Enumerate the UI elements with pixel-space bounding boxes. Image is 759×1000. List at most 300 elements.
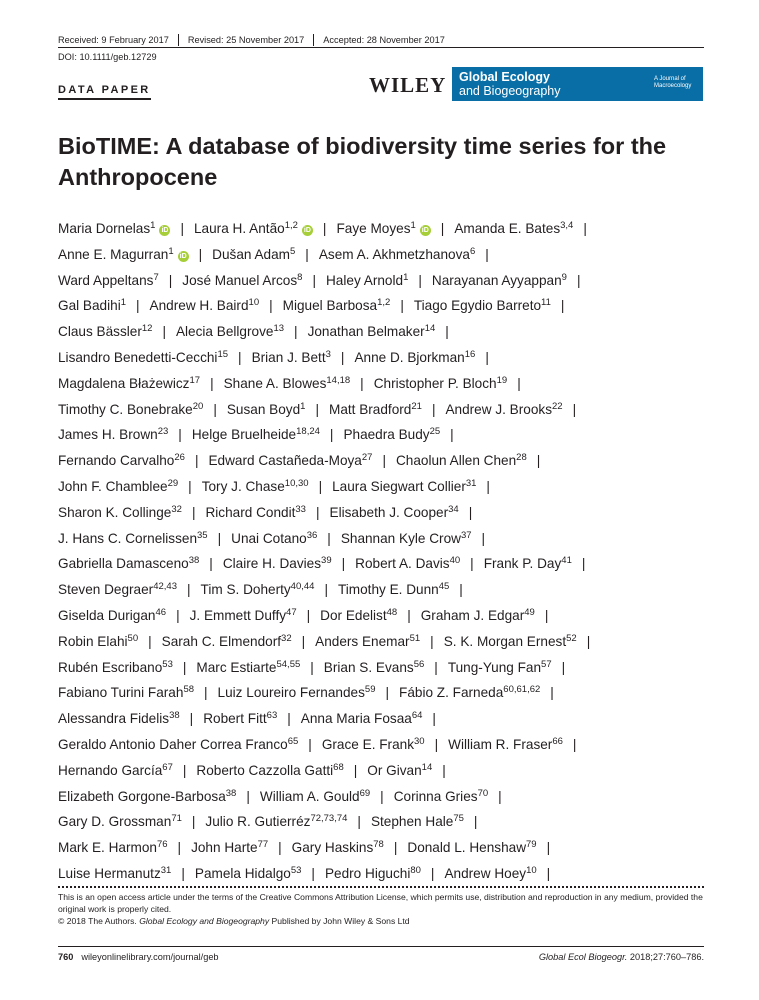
author-separator: | [194,453,199,469]
author-entry [182,273,302,288]
author-name[interactable]: William A. Gould [259,788,360,804]
author-entry [58,531,208,546]
author-name[interactable]: Brian S. Evans [323,659,414,675]
author-name[interactable]: J. Hans C. Cornelissen [58,530,198,546]
author-separator: | [287,711,291,727]
journal-name-line1: Global Ecology [459,70,550,84]
orcid-icon[interactable]: iD [303,227,311,234]
affiliation-superscript: 26 [174,452,185,464]
author-entry [421,608,535,623]
author-entry [190,608,297,623]
author-name[interactable]: Alecia Bellgrove [175,324,274,340]
author-entry [58,608,166,623]
author-separator: | [182,659,187,675]
affiliation-superscript: 77 [257,839,269,851]
author-name[interactable]: Helge Bruelheide [191,427,297,443]
author-separator: | [442,762,446,778]
author-separator: | [136,298,140,314]
author-name[interactable]: José Manuel Arcos [182,272,298,288]
author-separator: | [310,659,314,675]
affiliation-superscript: 71 [171,813,182,825]
author-name[interactable]: Elisabeth J. Cooper [329,504,449,520]
author-separator: | [324,582,328,598]
author-name[interactable]: Alessandra Fidelis [58,711,170,727]
author-name[interactable]: William R. Fraser [448,736,553,752]
author-separator: | [176,607,180,623]
journal-name-line2: and Biogeography [459,84,561,98]
citation [539,952,704,962]
author-name[interactable]: Giselda Durigan [58,607,156,623]
author-separator: | [301,633,306,649]
journal-name [459,70,560,98]
page-footer [58,952,704,962]
affiliation-superscript: 75 [453,813,464,825]
author-separator: | [434,736,439,752]
footer-rule [58,946,704,947]
orcid-icon[interactable]: iD [179,252,187,260]
section-label-underline [58,98,151,100]
author-entry [58,737,298,752]
author-name[interactable]: Shane A. Blowes [223,375,327,391]
author-name[interactable]: Dor Edelist [320,607,387,623]
affiliation-superscript: 28 [516,452,527,464]
author-separator: | [312,272,316,288]
author-name[interactable]: John F. Chamblee [58,478,168,494]
author-entry [399,685,540,700]
author-separator: | [380,788,384,804]
author-name[interactable]: Timothy E. Dunn [337,582,439,598]
author-name[interactable]: Lisandro Benedetti-Cecchi [58,349,218,365]
affiliation-superscript: 33 [295,503,306,515]
author-entry [414,298,551,313]
affiliation-superscript: 1 [120,297,127,309]
author-separator: | [459,582,463,598]
author-entry [320,608,397,623]
author-name[interactable]: Andrew J. Brooks [445,401,552,417]
author-separator: | [198,246,203,262]
journal-url[interactable]: wileyonlinelibrary.com/journal/geb [81,952,219,962]
affiliation-superscript: 46 [155,606,167,618]
author-separator: | [430,633,434,649]
author-line [58,526,708,552]
affiliation-superscript: 20 [192,400,204,412]
affiliation-superscript: 41 [561,555,572,567]
author-line [58,397,708,423]
author-name[interactable]: Or Givan [367,762,422,778]
author-name[interactable]: Luise Hermanutz [58,865,161,881]
author-name[interactable]: Anna Maria Fosaa [300,711,412,727]
affiliation-superscript: 38 [188,555,200,567]
affiliation-superscript: 40 [449,555,461,567]
affiliation-superscript: 1,2 [284,220,298,231]
author-name[interactable]: John Harte [191,840,258,856]
author-separator: | [407,607,411,623]
author-entry [202,479,309,494]
author-entry [445,402,562,417]
author-name[interactable]: Jonathan Belmaker [307,324,425,340]
affiliation-superscript: 3 [325,348,331,360]
affiliation-superscript: 78 [373,839,384,851]
journal-banner [452,67,703,101]
author-name[interactable]: Tory J. Chase [201,478,285,494]
author-name[interactable]: Andrew Hoey [444,865,527,881]
author-entry [260,789,370,804]
author-entry [308,324,436,339]
author-separator: | [306,607,311,623]
author-entry [58,866,171,881]
author-separator: | [311,865,315,881]
affiliation-superscript: 32 [281,632,292,644]
author-separator: | [329,427,334,443]
author-name[interactable]: Anne D. Bjorkman [354,349,465,365]
author-name[interactable]: Mark E. Harmon [58,840,157,856]
author-entry [58,685,194,700]
author-separator: | [432,711,436,727]
author-name[interactable]: Brian J. Bett [251,349,326,365]
author-separator: | [327,530,331,546]
author-entry [205,814,347,829]
author-name[interactable]: Gary D. Grossman [58,814,172,830]
author-name[interactable]: Frank P. Day [483,556,562,572]
author-entry [227,402,306,417]
author-separator: | [470,556,474,572]
author-name[interactable]: Andrew H. Baird [149,298,249,314]
author-separator: | [177,840,182,856]
affiliation-superscript: 10 [526,864,537,876]
author-name[interactable]: J. Emmett Duffy [189,607,287,623]
affiliation-superscript: 31 [465,477,477,489]
author-name[interactable]: Anne E. Magurran [58,246,169,262]
section-label: DATA PAPER [58,84,151,96]
affiliation-superscript: 51 [409,632,421,644]
author-name[interactable]: Claire H. Davies [222,556,322,572]
author-separator: | [473,814,478,830]
author-separator: | [572,736,577,752]
author-entry [191,840,268,855]
author-entry [58,582,177,597]
author-separator: | [322,221,327,236]
affiliation-superscript: 10 [248,297,260,309]
author-entry [58,427,168,442]
author-name[interactable]: Gary Haskins [291,840,374,856]
author-separator: | [434,659,438,675]
affiliation-superscript: 65 [287,735,299,747]
author-entry [329,402,422,417]
author-name[interactable]: Donald L. Henshaw [407,840,527,856]
author-entry [58,324,152,339]
author-entry [192,427,320,442]
author-name[interactable]: Elizabeth Gorgone-Barbosa [58,788,226,804]
author-separator: | [204,685,208,701]
doi[interactable]: DOI: 10.1111/geb.12729 [58,52,157,62]
author-name[interactable]: Stephen Hale [370,814,454,830]
affiliation-superscript: 5 [290,245,296,257]
author-separator: | [485,349,489,365]
author-separator: | [468,504,473,520]
author-separator: | [315,504,320,520]
author-entry [330,505,459,520]
author-name[interactable]: Julio R. Gutierréz [205,814,311,830]
author-name[interactable]: Tung-Yung Fan [447,659,542,675]
orcid-icon[interactable]: iD [421,227,429,234]
author-entry [58,634,138,649]
author-name[interactable]: Roberto Cazzolla Gatti [196,762,334,778]
author-name[interactable]: Phaedra Budy [343,427,430,443]
author-entry [58,840,168,855]
author-name[interactable]: Gal Badihi [58,298,121,314]
author-separator: | [385,685,390,701]
affiliation-superscript: 57 [541,658,552,670]
author-entry [208,453,372,468]
author-separator: | [340,349,345,365]
author-name[interactable]: Claus Bässler [58,324,142,340]
affiliation-superscript: 56 [413,658,425,670]
author-name[interactable]: Graham J. Edgar [420,607,525,623]
author-separator: | [560,298,565,314]
author-separator: | [294,324,298,340]
affiliation-superscript: 63 [266,710,278,722]
author-line [58,551,708,577]
affiliation-superscript: 18,24 [296,426,320,438]
author-entry [354,350,475,365]
author-separator: | [305,246,309,262]
author-name[interactable]: Faye Moyes [336,221,411,236]
author-entry [322,737,425,752]
author-separator: | [581,556,586,572]
author-entry [448,737,563,752]
author-name[interactable]: Rubén Escribano [58,659,163,675]
affiliation-superscript: 79 [526,839,537,851]
author-name[interactable]: Grace E. Frank [321,736,414,752]
author-entry [448,660,552,675]
author-name[interactable]: Asem A. Akhmetzhanova [318,246,470,262]
affiliation-superscript: 1 [168,245,174,257]
author-name[interactable]: Tim S. Doherty [200,582,291,598]
author-entry [223,556,332,571]
author-name[interactable]: Tiago Egydio Barreto [413,298,542,314]
copyright-suffix: Published by John Wiley & Sons Ltd [269,916,410,926]
affiliation-superscript: 7 [153,271,159,283]
author-name[interactable]: James H. Brown [58,427,158,443]
affiliation-superscript: 12 [141,323,153,335]
author-separator: | [178,427,182,443]
affiliation-superscript: 1 [150,220,156,231]
author-entry [58,505,182,520]
author-name[interactable]: Pedro Higuchi [324,865,411,881]
author-line [58,422,708,448]
author-name[interactable]: Dušan Adam [212,246,290,262]
author-separator: | [238,349,242,365]
affiliation-superscript: 19 [496,374,508,386]
affiliation-superscript: 54,55 [276,658,301,670]
author-entry [196,660,300,675]
author-name[interactable]: S. K. Morgan Ernest [443,633,567,649]
author-line [58,655,708,681]
affiliation-superscript: 70 [477,787,489,799]
author-separator: | [168,272,173,288]
affiliation-superscript: 45 [438,581,450,593]
author-separator: | [148,633,152,649]
author-line [58,706,708,732]
author-separator: | [191,504,196,520]
affiliation-superscript: 27 [361,452,373,464]
author-separator: | [481,530,486,546]
affiliation-superscript: 30 [414,735,425,747]
author-line [58,216,708,242]
author-name[interactable]: Richard Condit [205,504,296,520]
author-name[interactable]: Sarah C. Elmendorf [161,633,282,649]
author-name[interactable]: Narayanan Ayyappan [431,272,562,288]
author-entry [58,247,189,262]
author-name[interactable]: Pamela Hidalgo [194,865,291,881]
author-entry [176,324,284,339]
author-name[interactable]: Anders Enemar [315,633,410,649]
author-separator: | [536,453,541,469]
author-entry [58,453,185,468]
license-notice [58,892,704,928]
author-name[interactable]: Marc Estiarte [196,659,277,675]
author-separator: | [217,530,222,546]
author-name[interactable]: Timothy C. Bonebrake [58,401,193,417]
affiliation-superscript: 29 [167,477,179,489]
author-name[interactable]: Laura H. Antão [194,221,285,236]
author-separator: | [382,453,386,469]
author-line [58,242,708,268]
author-line [58,732,708,758]
article-history [58,34,704,46]
author-entry [195,866,302,881]
author-entry [374,376,508,391]
author-entry [332,479,476,494]
author-entry [58,556,199,571]
affiliation-superscript: 37 [460,529,472,541]
author-separator: | [586,633,591,649]
author-line [58,371,708,397]
author-separator: | [353,762,358,778]
affiliation-superscript: 38 [169,710,180,722]
author-name[interactable]: Geraldo Antonio Daher Correa Franco [58,736,288,752]
copyright-prefix: © 2018 The Authors. [58,916,140,926]
affiliation-superscript: 14,18 [326,374,351,386]
author-separator: | [400,298,404,314]
affiliation-superscript: 25 [429,426,441,438]
author-entry [58,221,170,236]
author-line [58,603,708,629]
author-name[interactable]: Hernando García [58,762,163,778]
author-separator: | [576,272,581,288]
author-entry [58,763,173,778]
author-name[interactable]: Sharon K. Collinge [58,504,172,520]
orcid-icon[interactable]: iD [161,227,169,234]
affiliation-superscript: 42,43 [153,581,177,593]
author-name[interactable]: Luiz Loureiro Fernandes [217,685,365,701]
author-line [58,474,708,500]
author-separator: | [191,814,196,830]
author-name[interactable]: Matt Bradford [329,401,412,417]
author-entry [319,247,475,262]
author-name[interactable]: Corinna Gries [393,788,478,804]
affiliation-superscript: 21 [411,400,422,412]
affiliation-superscript: 60,61,62 [503,684,541,696]
author-name[interactable]: Fabiano Turini Farah [58,685,184,701]
author-entry [343,427,440,442]
author-name[interactable]: Maria Dornelas [58,221,151,236]
author-name[interactable]: Amanda E. Bates [454,221,561,236]
author-line [58,784,708,810]
affiliation-superscript: 49 [524,606,535,618]
author-name[interactable]: Magdalena Błażewicz [58,375,190,391]
citation-details: 2018;27:760–786. [627,952,704,962]
author-separator: | [393,840,398,856]
affiliation-superscript: 9 [561,271,567,283]
author-name[interactable]: Christopher P. Bloch [373,375,497,391]
affiliation-superscript: 11 [541,297,551,309]
author-name[interactable]: Steven Degraer [58,582,154,598]
author-entry [58,479,178,494]
author-separator: | [189,711,194,727]
author-name[interactable]: Robin Elahi [58,633,128,649]
author-separator: | [269,298,273,314]
author-separator: | [357,814,361,830]
article-title: BioTIME: A database of biodiversity time series for the Anthropocene [58,133,667,190]
author-separator: | [162,324,166,340]
author-separator: | [572,401,577,417]
author-separator: | [445,324,449,340]
journal-tagline: A Journal of Macroecology [654,76,692,89]
author-entry [58,350,228,365]
affiliation-superscript: 15 [217,348,229,360]
author-line [58,835,708,861]
author-name[interactable]: Ward Appeltans [58,272,154,288]
author-line [58,345,708,371]
author-line [58,758,708,784]
author-entry [324,660,425,675]
author-entry [338,582,449,597]
author-name[interactable]: Haley Arnold [325,272,404,288]
affiliation-superscript: 1 [300,400,306,412]
author-name[interactable]: Edward Castañeda-Moya [208,453,362,469]
author-name[interactable]: Fábio Z. Farneda [399,685,504,701]
author-name[interactable]: Susan Boyd [226,401,301,417]
author-entry [432,273,567,288]
author-separator: | [188,478,192,494]
affiliation-superscript: 59 [364,684,376,696]
author-name[interactable]: Miguel Barbosa [282,298,378,314]
author-entry [484,556,572,571]
author-name[interactable]: Robert Fitt [203,711,267,727]
author-name[interactable]: Laura Siegwart Collier [332,478,466,494]
publisher-logo: WILEY [369,73,447,97]
author-name[interactable]: Unai Cotano [231,530,307,546]
author-line [58,448,708,474]
affiliation-superscript: 17 [189,374,201,386]
author-separator: | [360,375,364,391]
author-name[interactable]: Fernando Carvalho [58,453,175,469]
author-separator: | [486,478,490,494]
author-separator: | [485,246,489,262]
affiliation-superscript: 6 [469,245,476,257]
author-name[interactable]: Chaolun Allen Chen [395,453,517,469]
affiliation-superscript: 40,44 [290,581,315,593]
author-separator: | [517,375,521,391]
author-name[interactable]: Robert A. Davis [355,556,450,572]
affiliation-superscript: 58 [183,684,195,696]
author-entry [283,298,391,313]
author-entry [194,221,313,236]
author-name[interactable]: Shannan Kyle Crow [340,530,461,546]
author-line [58,629,708,655]
author-name[interactable]: Gabriella Damasceno [58,556,189,572]
